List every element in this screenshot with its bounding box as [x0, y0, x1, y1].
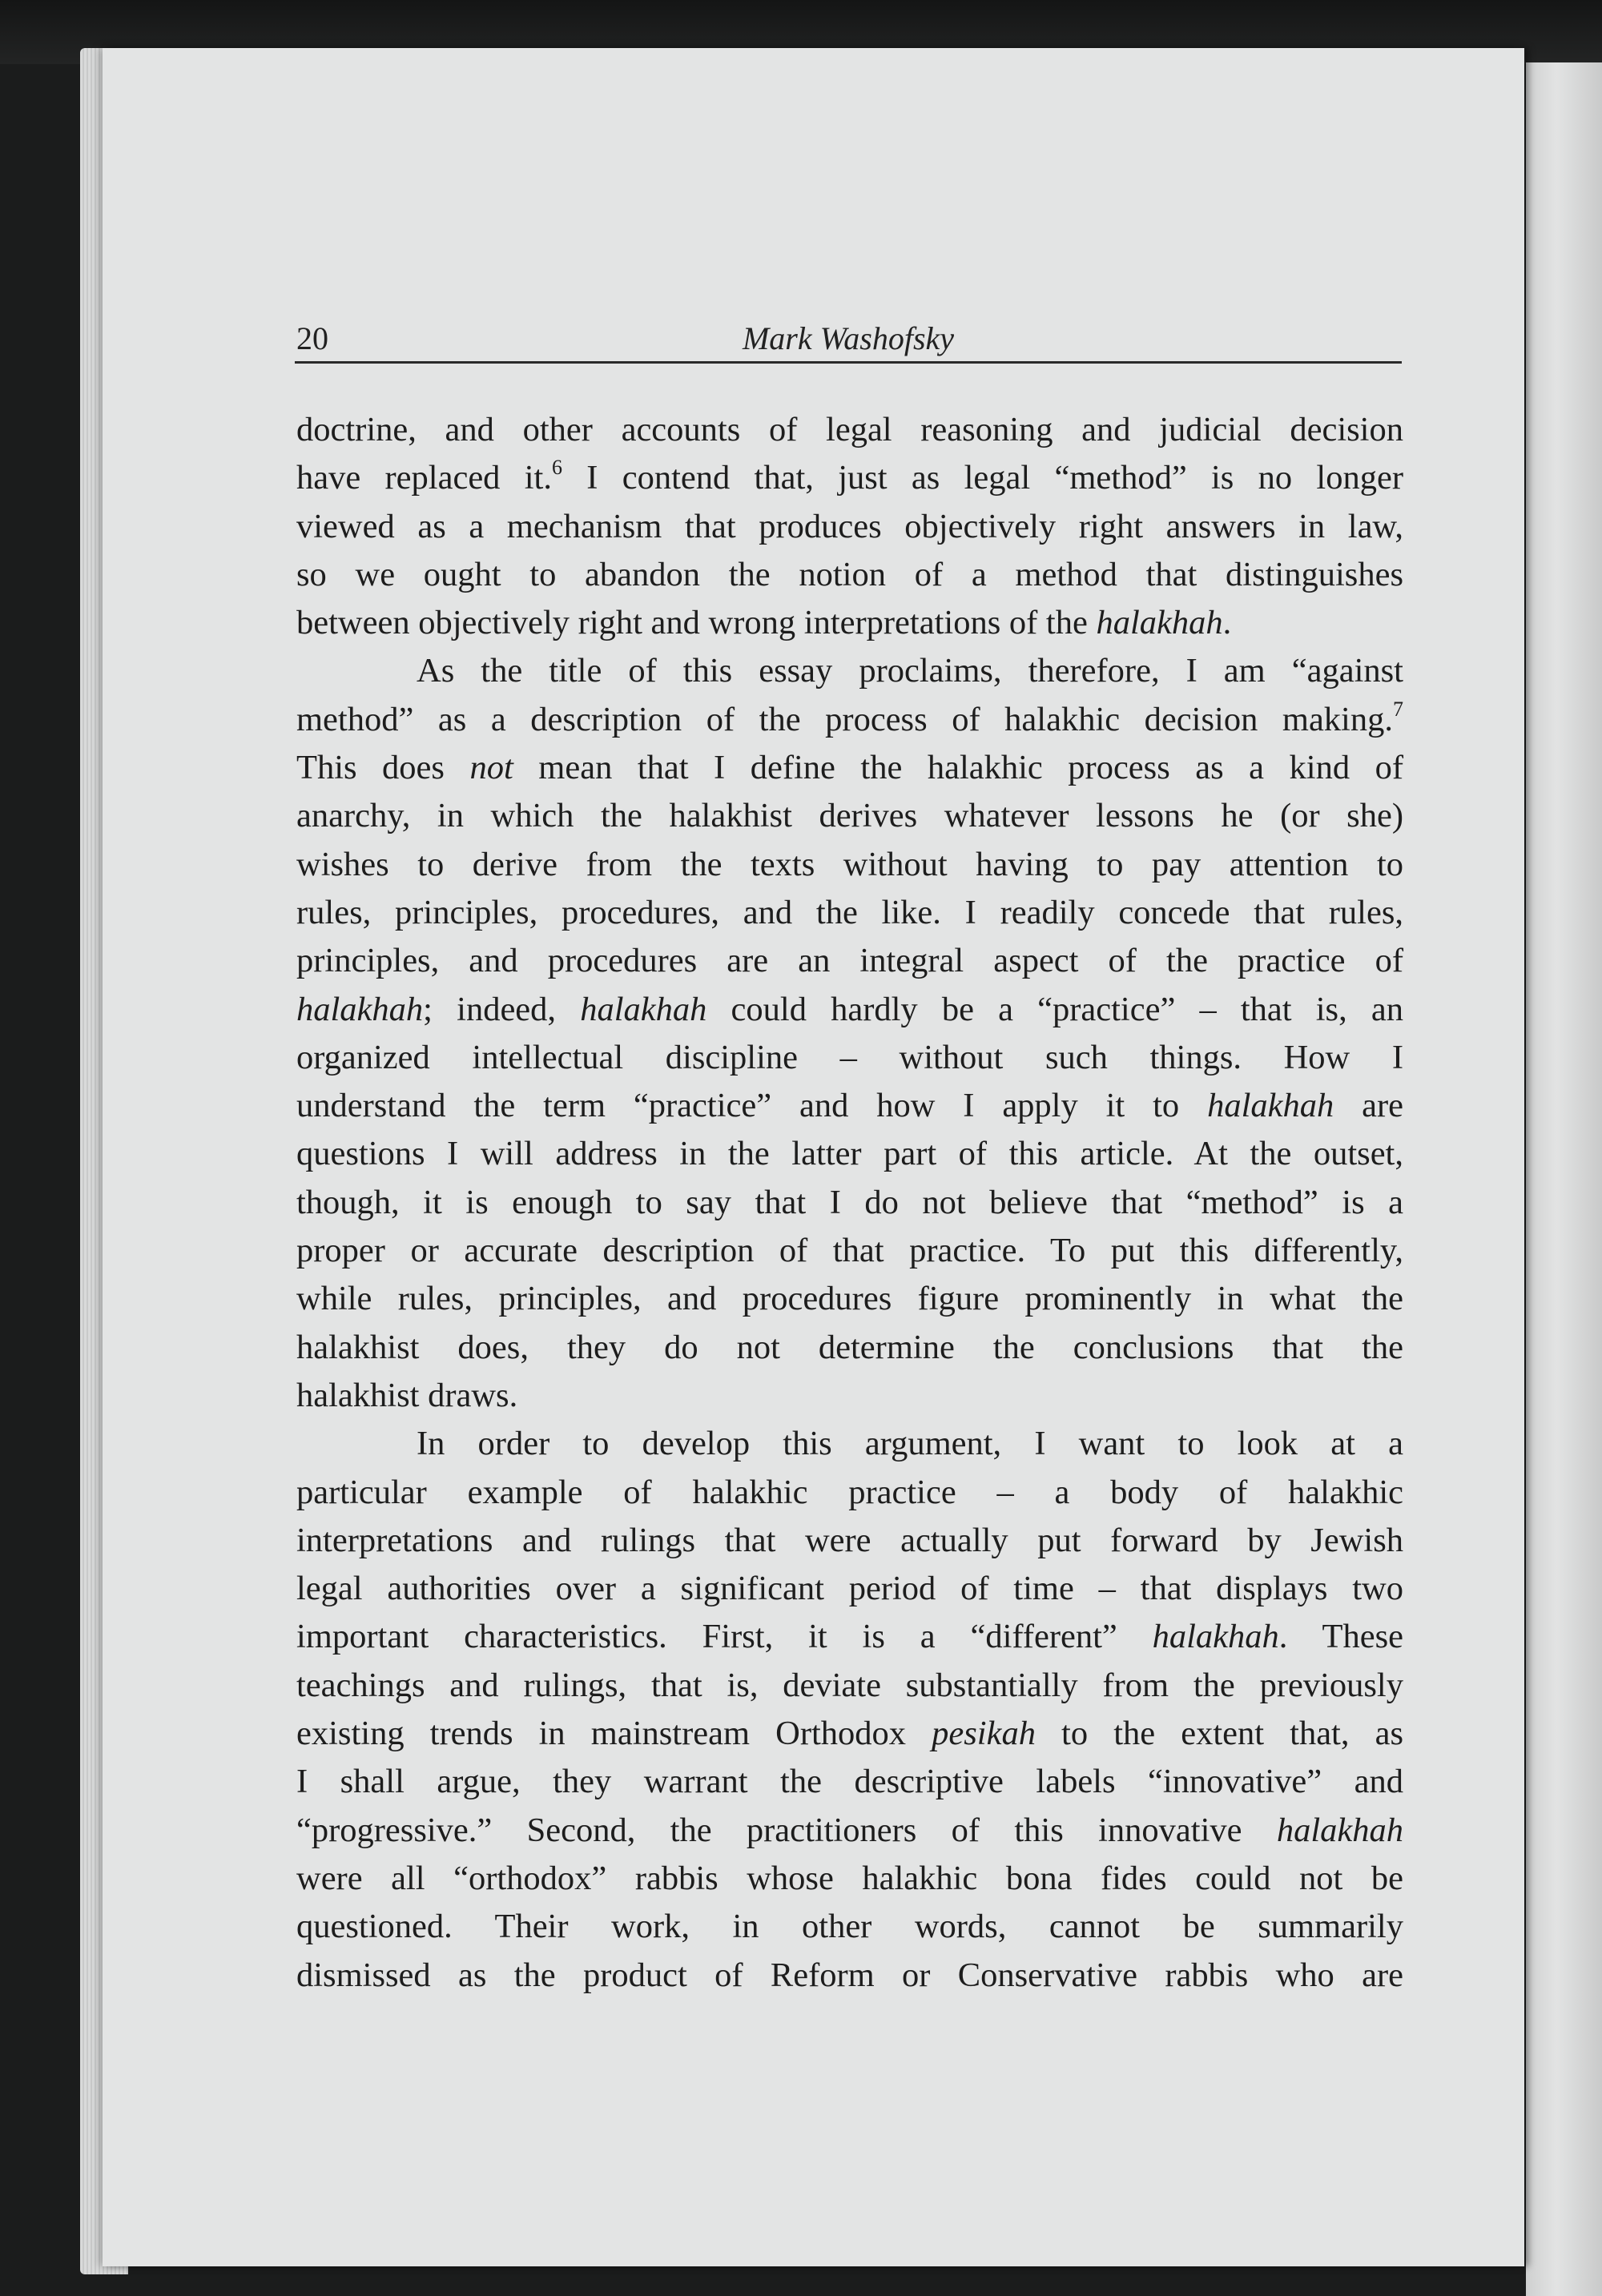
text-line-l23 — [296, 1469, 1403, 1517]
footnote-marker: 7 — [1393, 697, 1403, 721]
italic-term: not — [469, 749, 513, 787]
footnote-marker: 6 — [551, 456, 562, 480]
text-line-l6 — [296, 647, 1403, 695]
text-run: This does — [296, 749, 470, 787]
text-run: . These — [1278, 1618, 1403, 1656]
text-run: principles, and procedures are an integral aspect of the practice of — [296, 942, 1403, 980]
running-title-author: Mark Washofsky — [742, 320, 955, 356]
text-run: . — [1222, 604, 1232, 642]
text-line-l18 — [296, 1227, 1403, 1275]
text-line-l30 — [296, 1807, 1403, 1855]
text-line-l33 — [296, 1952, 1403, 2000]
text-line-l25 — [296, 1565, 1403, 1613]
text-line-l5 — [296, 599, 1403, 647]
text-line-l7 — [296, 696, 1403, 744]
text-line-l9 — [296, 792, 1403, 840]
running-head — [295, 318, 1402, 364]
text-run: particular example of halakhic practice – a body of halakhic — [296, 1473, 1403, 1511]
text-run: are — [1334, 1087, 1403, 1125]
italic-term: halakhah — [1276, 1811, 1403, 1849]
text-run: I shall argue, they warrant the descriptive labels “innovative” and — [296, 1763, 1403, 1801]
text-run: proper or accurate description of that practice. To put this differently, — [296, 1232, 1403, 1270]
text-line-l19 — [296, 1275, 1403, 1323]
text-run: interpretations and rulings that were actually put forward by Jewish — [296, 1521, 1403, 1559]
text-run: to the extent that, as — [1035, 1715, 1403, 1753]
text-line-l22 — [296, 1420, 1403, 1468]
text-line-l3 — [296, 503, 1403, 551]
text-run: questions I will address in the latter part of this article. At the outset, — [296, 1135, 1403, 1173]
text-run: questioned. Their work, in other words, cannot be summarily — [296, 1908, 1403, 1946]
italic-term: halakhah — [1096, 604, 1223, 642]
italic-term: halakhah — [1152, 1618, 1279, 1656]
text-run: could hardly be a “practice” – that is, an — [706, 990, 1403, 1028]
text-run: “progressive.” Second, the practitioners of this innovative — [296, 1811, 1277, 1849]
text-run: have replaced it. — [296, 459, 552, 497]
text-run: existing trends in mainstream Orthodox — [296, 1715, 932, 1753]
text-run: while rules, principles, and procedures figure prominently in what the — [296, 1280, 1403, 1318]
text-line-l4 — [296, 551, 1403, 599]
italic-term: pesikah — [932, 1715, 1036, 1753]
text-line-l1 — [296, 406, 1403, 454]
text-run: rules, principles, procedures, and the like. I readily concede that rules, — [296, 893, 1403, 931]
text-run: teachings and rulings, that is, deviate substantially from the previously — [296, 1666, 1403, 1704]
text-run: legal authorities over a significant period of time – that displays two — [296, 1570, 1403, 1608]
italic-term: halakhah — [296, 990, 424, 1028]
text-run: were all “orthodox” rabbis whose halakhic bona fides could not be — [296, 1859, 1403, 1897]
text-run: I contend that, just as legal “method” is no longer — [562, 459, 1403, 497]
text-run: wishes to derive from the texts without having to pay attention to — [296, 845, 1403, 883]
text-line-l32 — [296, 1903, 1403, 1951]
text-run: though, it is enough to say that I do not believe that “method” is a — [296, 1183, 1403, 1221]
text-line-l13 — [296, 986, 1403, 1034]
text-run: In order to develop this argument, I want to look at a — [417, 1425, 1403, 1463]
text-run: important characteristics. First, it is a “different” — [296, 1618, 1153, 1656]
text-line-l27 — [296, 1662, 1403, 1710]
text-line-l20 — [296, 1324, 1403, 1372]
text-run: As the title of this essay proclaims, therefore, I am “against — [417, 652, 1403, 690]
text-line-l2 — [296, 454, 1403, 502]
text-line-l16 — [296, 1130, 1403, 1178]
text-run: ; indeed, — [423, 990, 581, 1028]
text-line-l14 — [296, 1034, 1403, 1082]
text-run: method” as a description of the process of halakhic decision making. — [296, 700, 1393, 738]
text-line-l8 — [296, 744, 1403, 792]
text-line-l29 — [296, 1758, 1403, 1806]
text-run: organized intellectual discipline – without such things. How I — [296, 1038, 1403, 1076]
text-run: understand the term “practice” and how I apply it to — [296, 1087, 1208, 1125]
text-run: anarchy, in which the halakhist derives whatever lessons he (or she) — [296, 797, 1403, 835]
text-line-l31 — [296, 1855, 1403, 1903]
text-line-l11 — [296, 889, 1403, 937]
italic-term: halakhah — [580, 990, 707, 1028]
text-line-l28 — [296, 1710, 1403, 1758]
text-line-l15 — [296, 1082, 1403, 1130]
page-number: 20 — [296, 320, 328, 356]
text-run: mean that I define the halakhic process as a kind of — [513, 749, 1403, 787]
text-run: so we ought to abandon the notion of a method that distinguishes — [296, 555, 1403, 593]
text-run: between objectively right and wrong interpretations of the — [296, 604, 1097, 642]
text-line-l10 — [296, 841, 1403, 889]
text-line-l12 — [296, 937, 1403, 985]
text-line-l24 — [296, 1517, 1403, 1565]
text-run: halakhist draws. — [296, 1376, 518, 1414]
facing-page-edge — [1526, 62, 1602, 2296]
text-run: halakhist does, they do not determine the conclusions that the — [296, 1328, 1403, 1366]
text-run: viewed as a mechanism that produces objectively right answers in law, — [296, 507, 1403, 545]
italic-term: halakhah — [1207, 1087, 1334, 1125]
body-text — [296, 406, 1403, 2000]
text-line-l26 — [296, 1613, 1403, 1661]
text-run: dismissed as the product of Reform or Conservative rabbis who are — [296, 1956, 1403, 1994]
text-line-l17 — [296, 1179, 1403, 1227]
text-line-l21 — [296, 1372, 1403, 1420]
text-run: doctrine, and other accounts of legal reasoning and judicial decision — [296, 411, 1403, 448]
